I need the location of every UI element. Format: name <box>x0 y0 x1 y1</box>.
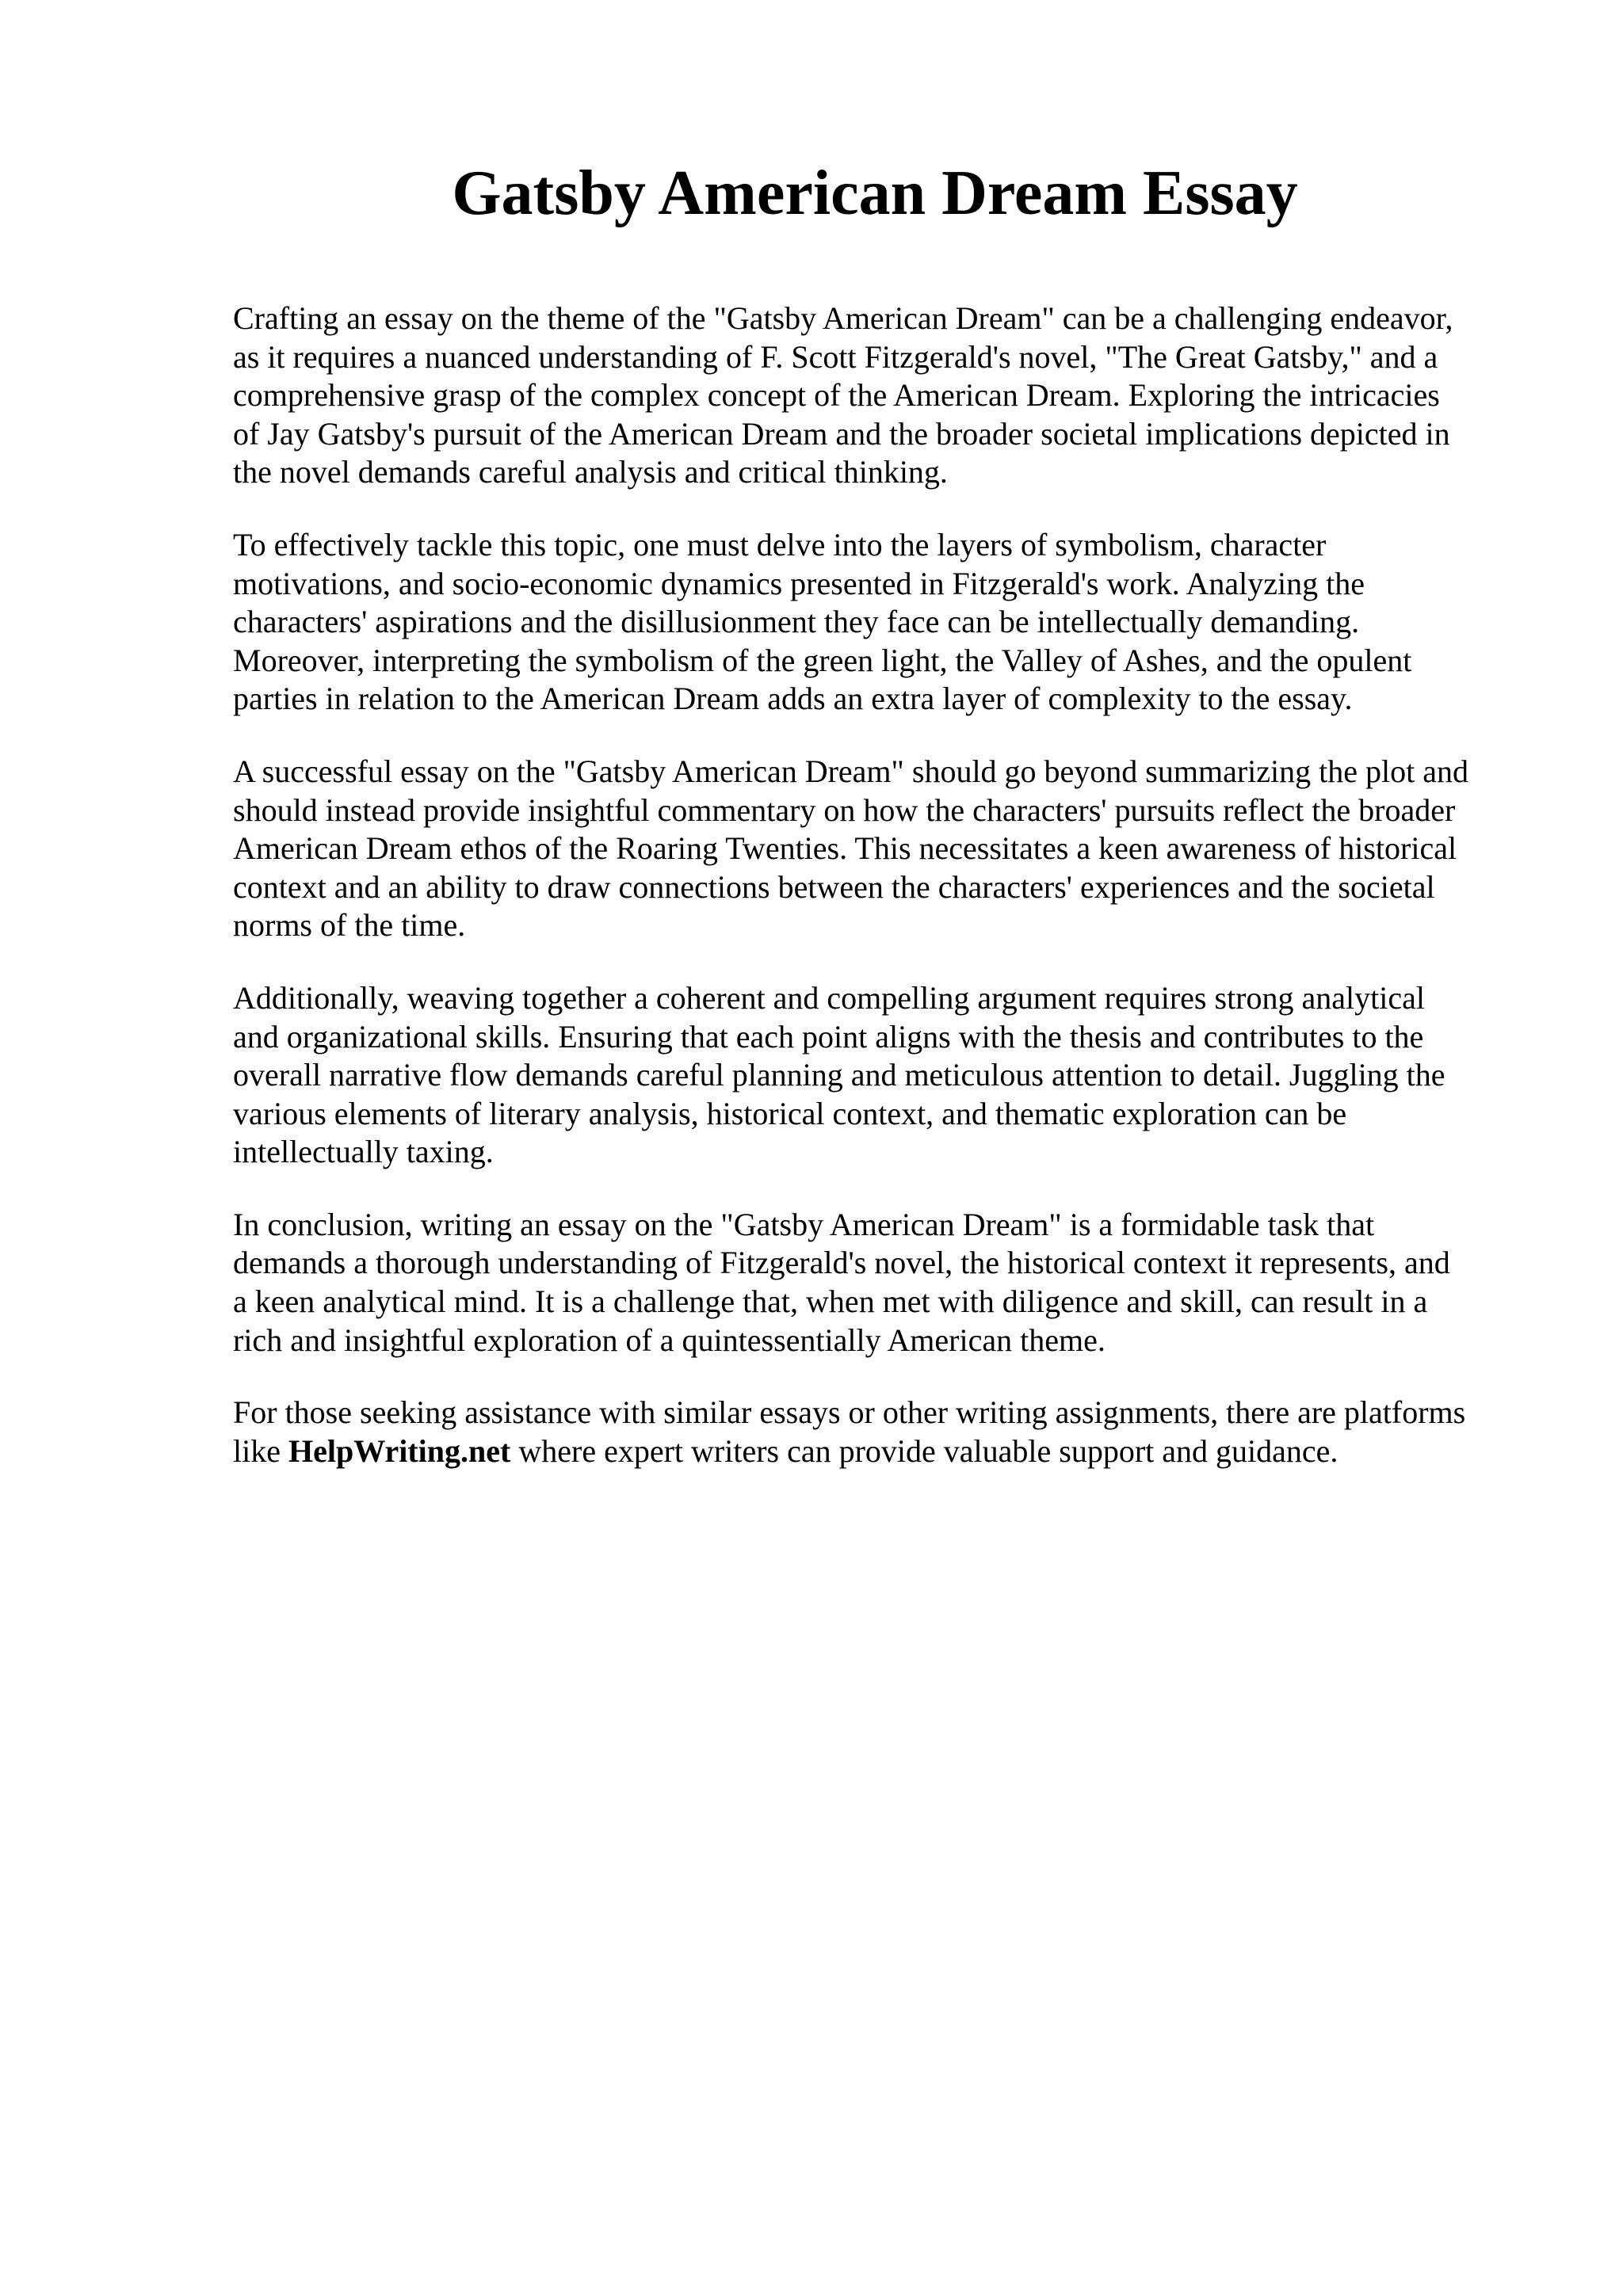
text-line: should instead provide insightful commentary on how the characters' pursuits reflect the broader <box>233 791 1456 828</box>
text-line: context and an ability to draw connections between the characters' experiences and the societal <box>233 868 1435 905</box>
text-line: Crafting an essay on the theme of the "Gatsby American Dream" can be a challenging endeavor, <box>233 300 1453 336</box>
closing-prefix: like <box>233 1432 288 1469</box>
text-line: rich and insightful exploration of a quintessentially American theme. <box>233 1322 1106 1358</box>
text-line: demands a thorough understanding of Fitzgerald's novel, the historical context it represents, and <box>233 1245 1450 1281</box>
closing-suffix: where expert writers can provide valuable support and guidance. <box>518 1432 1338 1469</box>
text-line: To effectively tackle this topic, one must delve into the layers of symbolism, character <box>233 526 1327 563</box>
document-title: Gatsby American Dream Essay <box>452 158 1298 228</box>
text-line: of Jay Gatsby's pursuit of the American Dream and the broader societal implications depicted in <box>233 415 1450 452</box>
text-line: In conclusion, writing an essay on the "Gatsby American Dream" is a formidable task that <box>233 1206 1375 1242</box>
text-line: Additionally, weaving together a coherent and compelling argument requires strong analytical <box>233 979 1425 1016</box>
text-line: characters' aspirations and the disillusionment they face can be intellectually demanding. <box>233 604 1360 640</box>
text-line <box>233 1432 1533 1471</box>
text-line: overall narrative flow demands careful planning and meticulous attention to detail. Juggling the <box>233 1057 1445 1093</box>
text-line: Moreover, interpreting the symbolism of the green light, the Valley of Ashes, and the opulent <box>233 642 1412 678</box>
text-line: intellectually taxing. <box>233 1134 494 1170</box>
paragraph-3 <box>233 753 1533 945</box>
text-line: a keen analytical mind. It is a challenge that, when met with diligence and skill, can result in a <box>233 1283 1428 1320</box>
text-line: norms of the time. <box>233 907 466 944</box>
text-line: various elements of literary analysis, historical context, and thematic exploration can be <box>233 1095 1347 1131</box>
text-line: the novel demands careful analysis and critical thinking. <box>233 454 948 490</box>
paragraph-2 <box>233 526 1533 719</box>
text-line: comprehensive grasp of the complex concept of the American Dream. Exploring the intricacies <box>233 377 1440 414</box>
text-line: For those seeking assistance with similar essays or other writing assignments, there are platforms <box>233 1394 1466 1431</box>
brand-name: HelpWriting.net <box>288 1432 511 1469</box>
paragraph-5 <box>233 1206 1533 1360</box>
text-line: as it requires a nuanced understanding of F. Scott Fitzgerald's novel, "The Great Gatsby," and a <box>233 338 1438 375</box>
paragraph-1 <box>233 299 1533 492</box>
paragraph-4 <box>233 979 1533 1172</box>
text-line: motivations, and socio-economic dynamics presented in Fitzgerald's work. Analyzing the <box>233 565 1365 601</box>
text-line: A successful essay on the "Gatsby American Dream" should go beyond summarizing the plot and <box>233 753 1469 789</box>
text-line: American Dream ethos of the Roaring Twenties. This necessitates a keen awareness of historical <box>233 830 1457 867</box>
text-line: parties in relation to the American Dream adds an extra layer of complexity to the essay. <box>233 681 1353 717</box>
closing-paragraph <box>233 1394 1533 1470</box>
document-body <box>233 299 1533 1505</box>
text-line: and organizational skills. Ensuring that each point aligns with the thesis and contributes to the <box>233 1018 1424 1055</box>
